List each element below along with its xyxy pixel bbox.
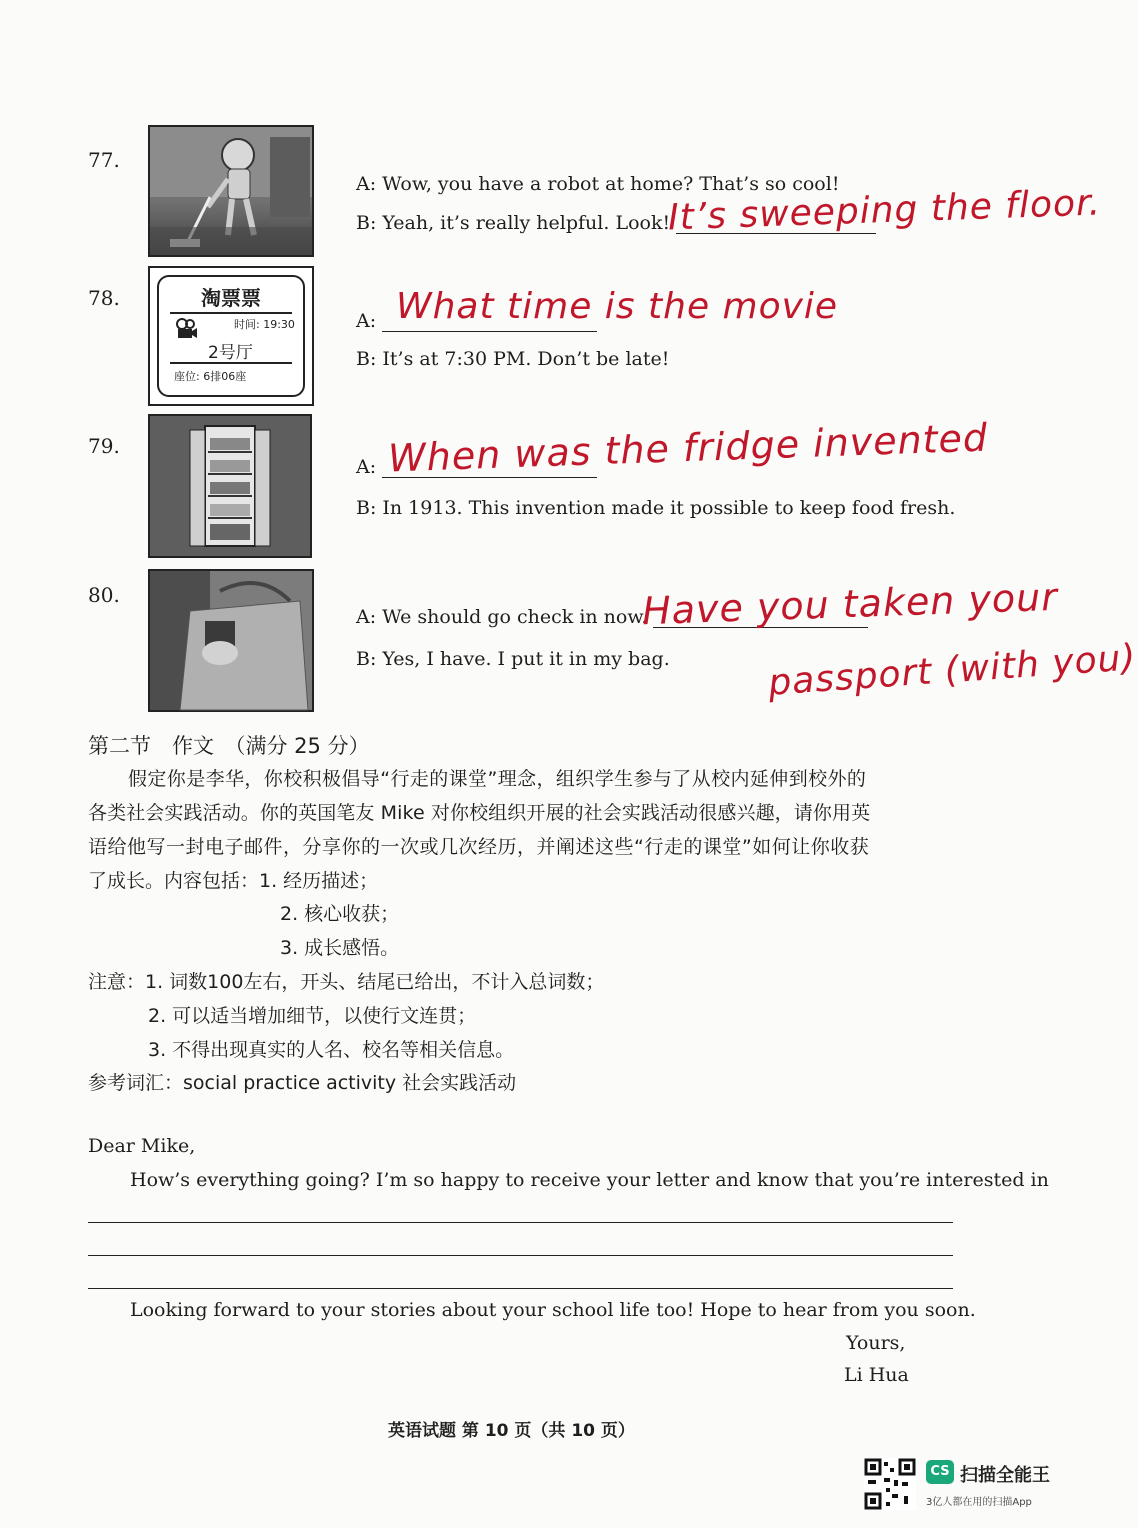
notes-line: 注意：1. 词数100左右，开头、结尾已给出，不计入总词数； (88, 971, 605, 993)
handwritten-answer: It’s sweeping the floor. (667, 182, 1102, 239)
instruction-line: 假定你是李华，你校积极倡导“行走的课堂”理念，组织学生参与了从校内延伸到校外的 (128, 768, 867, 790)
dialogue-line-a: A: Wow, you have a robot at home? That’s so cool! (356, 173, 840, 195)
handwritten-answer-continued: passport (with you) (767, 637, 1138, 704)
letter-closing: Looking forward to your stories about your school life too! Hope to hear from you soon. (130, 1299, 976, 1321)
vocabulary-line: 参考词汇：social practice activity 社会实践活动 (88, 1072, 517, 1094)
content-item: 3. 成长感悟。 (280, 937, 400, 959)
letter-opening: How’s everything going? I’m so happy to receive your letter and know that you’re interested in (130, 1169, 1049, 1191)
page-footer: 英语试题 第 10 页（共 10 页） (388, 1421, 635, 1441)
writing-line[interactable] (88, 1288, 953, 1289)
dialogue-line-b: B: Yes, I have. I put it in my bag. (356, 648, 670, 670)
writing-line[interactable] (88, 1255, 953, 1256)
handwritten-answer: Have you taken your (641, 574, 1059, 634)
camscanner-logo: CS (926, 1460, 954, 1484)
qr-code-icon (864, 1458, 916, 1510)
dialogue-text: B: Yeah, it’s really helpful. Look! (356, 212, 671, 234)
dialogue-text: A: We should go check in now. (356, 606, 648, 628)
watermark-brand: 扫描全能王 (960, 1465, 1050, 1486)
instruction-line: 各类社会实践活动。你的英国笔友 Mike 对你校组织开展的社会实践活动很感兴趣，请你用英 (88, 802, 871, 824)
dialogue-text: A: (356, 456, 377, 478)
letter-signature: Li Hua (844, 1364, 909, 1386)
dialogue-line-b: B: In 1913. This invention made it possible to keep food fresh. (356, 497, 956, 519)
ticket-brand: 淘票票 (201, 286, 261, 310)
question-number: 79. (88, 434, 120, 458)
handwritten-answer: When was the fridge invented (387, 415, 989, 481)
bag-passport-image (148, 569, 314, 712)
handwritten-answer: What time is the movie (396, 286, 839, 327)
instruction-line: 语给他写一封电子邮件，分享你的一次或几次经历，并阐述这些“行走的课堂”如何让你收获 (88, 836, 870, 858)
ticket-time: 时间: 19:30 (234, 318, 295, 331)
ticket-hall: 2号厅 (208, 343, 253, 363)
film-camera-icon (174, 316, 198, 344)
ticket-seat: 座位: 6排06座 (174, 370, 247, 383)
question-number: 80. (88, 583, 120, 607)
notes-line: 3. 不得出现真实的人名、校名等相关信息。 (148, 1039, 515, 1061)
dialogue-text: A: (356, 310, 377, 332)
robot-sweeping-image (148, 125, 314, 257)
letter-greeting: Dear Mike, (88, 1135, 196, 1157)
movie-ticket-image (148, 266, 314, 406)
fridge-image (148, 414, 312, 558)
dialogue-line-b: B: It’s at 7:30 PM. Don’t be late! (356, 348, 670, 370)
content-item: 2. 核心收获； (280, 903, 400, 925)
instruction-line: 了成长。内容包括：1. 经历描述； (88, 870, 379, 892)
question-number: 78. (88, 286, 120, 310)
letter-signoff: Yours, (846, 1332, 906, 1354)
watermark-tagline: 3亿人都在用的扫描App (926, 1497, 1032, 1508)
writing-line[interactable] (88, 1222, 953, 1223)
section-heading: 第二节 作文 （满分 25 分） (88, 734, 370, 758)
question-number: 77. (88, 148, 120, 172)
notes-line: 2. 可以适当增加细节，以使行文连贯； (148, 1005, 477, 1027)
